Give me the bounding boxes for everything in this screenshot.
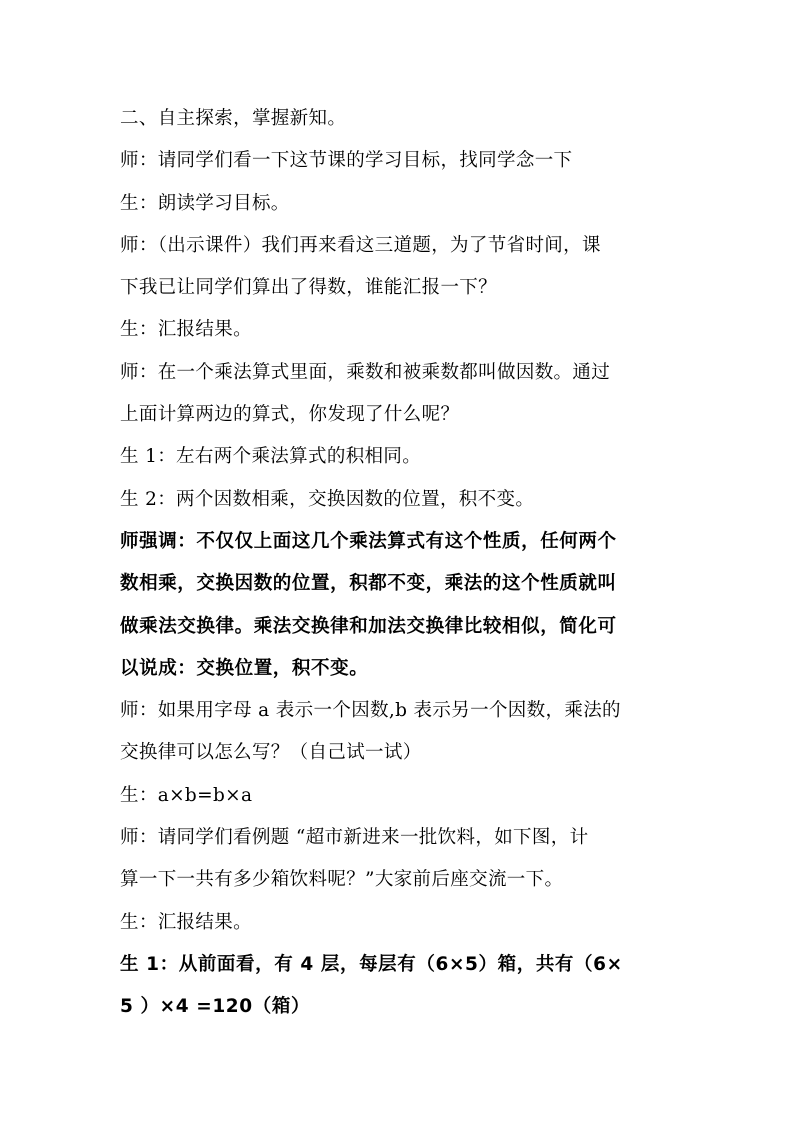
paragraph-line: 师：在一个乘法算式里面，乘数和被乘数都叫做因数。通过 — [120, 361, 611, 383]
paragraph-line: 生 1：左右两个乘法算式的积相同。 — [120, 446, 422, 468]
paragraph-line: 生 2：两个因数相乘，交换因数的位置，积不变。 — [120, 488, 535, 510]
formula-line: 生：a×b=b×a — [120, 784, 253, 806]
emphasis-line: 做乘法交换律。乘法交换律和加法交换律比较相似，简化可 — [120, 615, 617, 637]
paragraph-line: 下我已让同学们算出了得数，谁能汇报一下？ — [120, 277, 498, 299]
emphasis-line: 生 1：从前面看，有 4 层，每层有（6×5）箱，共有（6× — [120, 953, 623, 975]
paragraph-line: 生：汇报结果。 — [120, 319, 252, 341]
emphasis-line: 以说成：交换位置，积不变。 — [120, 657, 369, 679]
paragraph-line: 交换律可以怎么写？（自己试一试） — [120, 742, 422, 764]
emphasis-line: 师强调：不仅仅上面这几个乘法算式有这个性质，任何两个 — [120, 530, 617, 552]
paragraph-line: 算一下一共有多少箱饮料呢？”大家前后座交流一下。 — [120, 869, 564, 891]
paragraph-line: 生：汇报结果。 — [120, 911, 252, 933]
emphasis-line: 5 ）×4 =120（箱） — [120, 996, 311, 1018]
section-heading: 二、自主探索，掌握新知。 — [120, 108, 347, 129]
paragraph-line: 师：请同学们看例题 “超市新进来一批饮料，如下图，计 — [120, 827, 589, 849]
document-body — [120, 98, 676, 1029]
paragraph-line: 师：请同学们看一下这节课的学习目标，找同学念一下 — [120, 150, 573, 172]
emphasis-line: 数相乘，交换因数的位置，积都不变，乘法的这个性质就叫 — [120, 573, 617, 595]
paragraph-line: 师：如果用字母 a 表示一个因数,b 表示另一个因数，乘法的 — [120, 700, 621, 722]
paragraph-line: 生：朗读学习目标。 — [120, 192, 290, 214]
paragraph-line: 上面计算两边的算式，你发现了什么呢？ — [120, 404, 460, 426]
paragraph-line: 师：（出示课件）我们再来看这三道题，为了节省时间，课 — [120, 234, 601, 256]
